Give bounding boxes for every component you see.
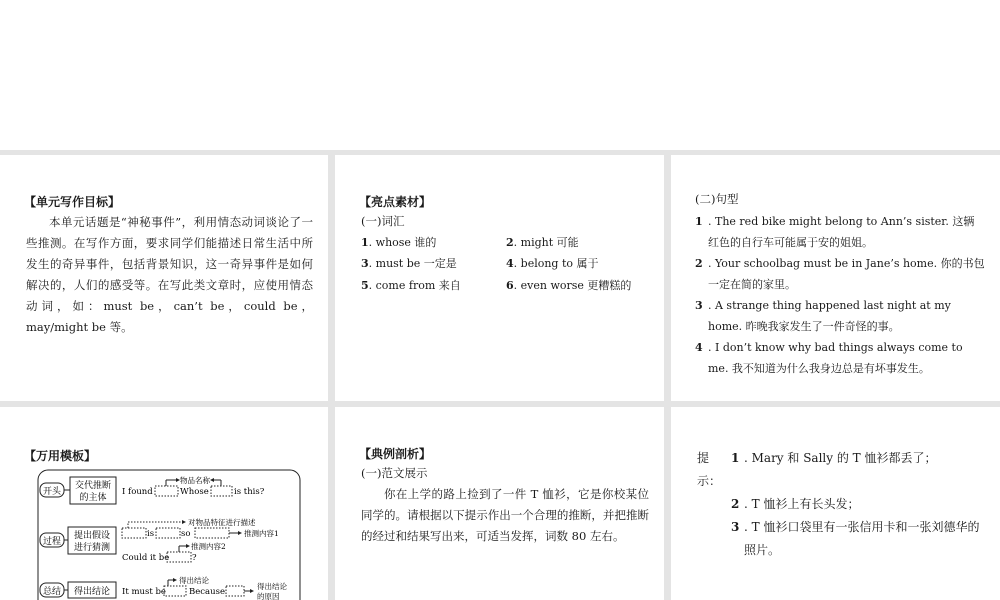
section-label: 进行猜测: [73, 543, 111, 553]
hint-item: 提示： 1 . Mary 和 Sally 的 T 恤衫都丢了；: [697, 447, 987, 493]
top-blank-area: [0, 0, 1000, 150]
section-label: 交代推断: [74, 481, 112, 491]
blank-box: [211, 486, 232, 496]
template-note: 推测内容2: [191, 542, 226, 551]
highlight-materials-title: 【亮点素材】: [359, 195, 432, 209]
sentence-patterns-panel: [671, 155, 1000, 401]
hint-item: 3 . T 恤衫口袋里有一张信用卡和一张刘德华的照片。: [731, 520, 980, 557]
vocab-list: [361, 231, 651, 296]
sentence-item: 4 . I don’t know why bad things always come to me. 我不知道为什么我身边总是有坏事发生。: [695, 341, 963, 375]
template-note: 得出结论: [257, 582, 287, 591]
template-sentence: It must be: [122, 587, 166, 597]
vocab-item: 4. belong to 属于: [506, 257, 599, 271]
writing-goals-title: 【单元写作目标】: [24, 195, 121, 209]
template-sentence: I found: [122, 487, 153, 497]
template-sentence: ?: [192, 553, 197, 563]
blank-box: [167, 552, 191, 562]
section-label: 得出结论: [73, 587, 111, 597]
example-subheading: (一)范文展示: [361, 466, 428, 480]
template-sentence: so: [181, 529, 191, 539]
universal-template-title: 【万用模板】: [24, 449, 97, 463]
writing-goals-panel: [0, 155, 328, 401]
blank-box: [156, 528, 180, 538]
template-sentence: Whose: [180, 487, 209, 497]
vocab-item: 1. whose 谁的: [361, 235, 437, 249]
highlight-materials-panel: [335, 155, 664, 401]
blank-box: [155, 486, 178, 496]
vocab-item: 3. must be 一定是: [361, 257, 457, 271]
sentence-list: [695, 211, 985, 379]
hints-label: 提示：: [697, 451, 722, 488]
blank-box: [122, 528, 146, 538]
template-note: 得出结论: [179, 576, 209, 585]
template-note: 对物品特征进行描述: [188, 518, 256, 527]
vocab-heading: (一)词汇: [361, 214, 405, 228]
template-note: 的原因: [257, 592, 280, 600]
hints-list: [697, 447, 987, 562]
template-sentence: is: [147, 529, 155, 539]
template-note: 物品名称: [180, 476, 210, 485]
example-body: 你在上学的路上捡到了一件 T 恤衫，它是你校某位同学的。请根据以下提示作出一个合理的推断，并把推断的经过和结果写出来，可适当发挥，词数 80 左右。: [361, 487, 649, 543]
hint-item: 2 . T 恤衫上有长头发；: [731, 497, 860, 511]
template-sentence: Because: [189, 587, 225, 597]
blank-box: [195, 528, 229, 538]
sentence-item: 2 . Your schoolbag must be in Jane’s home. 你的书包一定在简的家里。: [695, 257, 985, 291]
sentence-patterns-heading: (二)句型: [695, 192, 739, 206]
blank-box: [164, 586, 186, 596]
template-diagram: [0, 407, 328, 600]
template-sentence: Could it be: [122, 553, 170, 563]
example-analysis-title: 【典例剖析】: [359, 447, 432, 461]
sentence-item: 1 . The red bike might belong to Ann’s sister. 这辆红色的自行车可能属于安的姐姐。: [695, 215, 975, 249]
vocab-item: 2. might 可能: [506, 235, 579, 249]
section-label: 提出假设: [73, 531, 111, 541]
blank-box: [226, 586, 244, 596]
example-analysis-panel: [335, 407, 664, 600]
vocab-item: 6. even worse 更糟糕的: [506, 278, 632, 292]
tag-label: 总结: [42, 587, 62, 597]
writing-goals-body: 本单元话题是“神秘事件”，利用情态动词谈论了一些推测。在写作方面，要求同学们能描述日常生活中所发生的奇异事件，包括背景知识，这一奇异事件是如何解决的，人们的感受等。在写此类文章时，应使用情态动词，如：must be，can’t be，could be，may/might be 等。: [26, 215, 313, 334]
tag-label: 开头: [42, 487, 62, 497]
vocab-item: 5. come from 来自: [361, 278, 461, 292]
template-note: 推测内容1: [244, 529, 279, 538]
section-label: 的主体: [79, 493, 107, 503]
hints-panel: [671, 407, 1000, 600]
sentence-item: 3 . A strange thing happened last night at my home. 昨晚我家发生了一件奇怪的事。: [695, 299, 951, 333]
template-sentence: is this?: [234, 487, 265, 497]
universal-template-panel: [0, 407, 328, 600]
tag-label: 过程: [42, 537, 62, 547]
